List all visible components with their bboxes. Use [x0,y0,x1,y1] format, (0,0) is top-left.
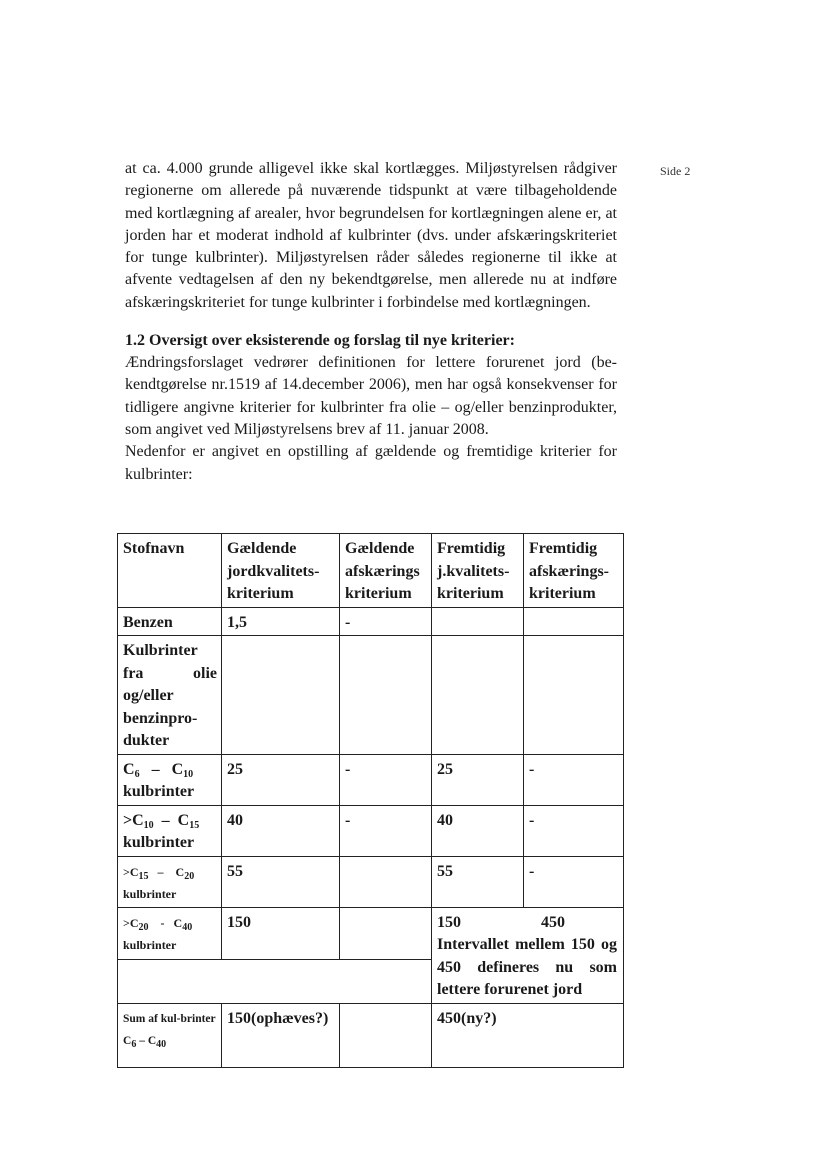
table-cell: 1,5 [222,607,340,636]
name-dash: – [151,760,160,778]
table-row [118,607,624,636]
table-cell [432,636,524,755]
subscript: 20 [138,921,149,933]
criteria-table [117,533,624,1068]
name-suffix: kulbrinter [123,887,177,901]
intro-paragraph: at ca. 4.000 grunde alligevel ikke skal kortlægges. Miljøstyrelsen rådgiver regionerne om allerede på nuværende tidspunkt at være tilbageholdende med kortlægning af arealer, hvor begrundelsen for kortlægningen alene er, at jorden har et moderat indhold af kulbrinter (dvs. under afskæringskriteriet for tunge kulbrinter). Miljøstyrelsen råder således regionerne til ikke at afvente vedtagelsen af den ny bekendtgørelse, men allerede nu at indføre afskæringskriteriet for tunge kulbrinter i forbindelse med kortlægningen. [125,160,617,311]
table-cell: 40 [432,805,524,856]
sum-name: Sum af kul-brinter [123,1012,216,1025]
subscript: 10 [143,819,154,831]
future-value: 150 [437,913,461,931]
row-name [118,1003,222,1067]
table-row [118,636,624,755]
future-value: 450 [541,913,565,931]
subscript: 20 [184,870,195,882]
header-cell: Gældende afskærings kriterium [340,534,432,608]
table-cell: 25 [222,754,340,805]
name-suffix: kulbrinter [123,938,177,952]
section-paragraph-2: Nedenfor er angivet en opstilling af gældende og fremtidige kriterier for kulbrinter: [125,443,617,483]
name-part: C [175,864,185,879]
row-name [118,805,222,856]
name-suffix: kulbrinter [123,783,195,800]
subscript: 15 [138,870,149,882]
name-part: C [173,915,183,930]
row-name: Benzen [118,607,222,636]
subscript: 15 [189,819,200,831]
table-cell [118,959,432,1003]
table-cell: 40 [222,805,340,856]
table-cell: - [340,805,432,856]
table-cell: 150(ophæves?) [222,1003,340,1067]
table-cell: 150 [222,907,340,959]
header-cell: Stofnavn [118,534,222,608]
name-part: C [123,760,135,778]
name-dash: – [157,864,164,879]
name-part: C [171,760,184,778]
table-cell [432,607,524,636]
table-cell: - [340,607,432,636]
name-part: C [123,1035,132,1047]
header-cell: Fremtidig j.kvalitets-kriterium [432,534,524,608]
row-name: Kulbrinter fra olie og/eller benzinpro-dukter [118,636,222,755]
row-name [118,856,222,907]
table-cell [340,1003,432,1067]
name-part: >C [123,811,144,829]
table-cell: 55 [432,856,524,907]
name-part: >C [123,915,139,930]
subscript: 40 [156,1039,167,1050]
section-paragraph-1: Ændringsforslaget vedrører definitionen for lettere forurenet jord (bekendtgørelse nr.1519 af 14.december 2006), men har også konsekvenser for tidligere angivne kriterier for kulbrinter fra olie – og/eller benzinprodukter, som angivet ved Miljøstyrelsens brev af 11. januar 2008. [125,354,617,438]
name-dash: - [160,915,165,930]
name-part: C [177,811,190,829]
table-cell [340,636,432,755]
table-row [118,754,624,805]
table-cell: - [524,856,624,907]
name-part: >C [123,864,139,879]
table-cell: - [524,754,624,805]
table-cell [340,856,432,907]
table-row [118,856,624,907]
subscript: 6 [131,1039,137,1050]
header-cell: Fremtidig afskærings-kriterium [524,534,624,608]
table-row [118,805,624,856]
row-name [118,907,222,959]
name-dash: – C [136,1035,157,1047]
table-header-row [118,534,624,608]
subscript: 10 [183,768,194,780]
table-cell: - [524,805,624,856]
table-cell: - [340,754,432,805]
header-cell: Gældende jordkvalitets-kriterium [222,534,340,608]
table-cell: 450(ny?) [432,1003,624,1067]
page-number-label: Side 2 [660,164,691,178]
merged-future-cell [432,907,624,1003]
table-cell: 25 [432,754,524,805]
table-cell [222,636,340,755]
table-cell [524,607,624,636]
table-cell [524,636,624,755]
subscript: 40 [182,921,193,933]
table-cell [340,907,432,959]
name-suffix: kulbrinter [123,834,195,851]
name-dash: – [161,811,170,829]
section-heading: 1.2 Oversigt over eksisterende og forslag til nye kriterier: [125,332,515,350]
row-name [118,754,222,805]
subscript: 6 [134,768,140,780]
table-row [118,907,624,959]
future-values [437,912,619,935]
interval-note: Intervallet mellem 150 og 450 defineres nu som lettere forurenet jord [437,936,617,998]
table-cell: 55 [222,856,340,907]
table-row [118,1003,624,1067]
document-body [125,158,617,486]
